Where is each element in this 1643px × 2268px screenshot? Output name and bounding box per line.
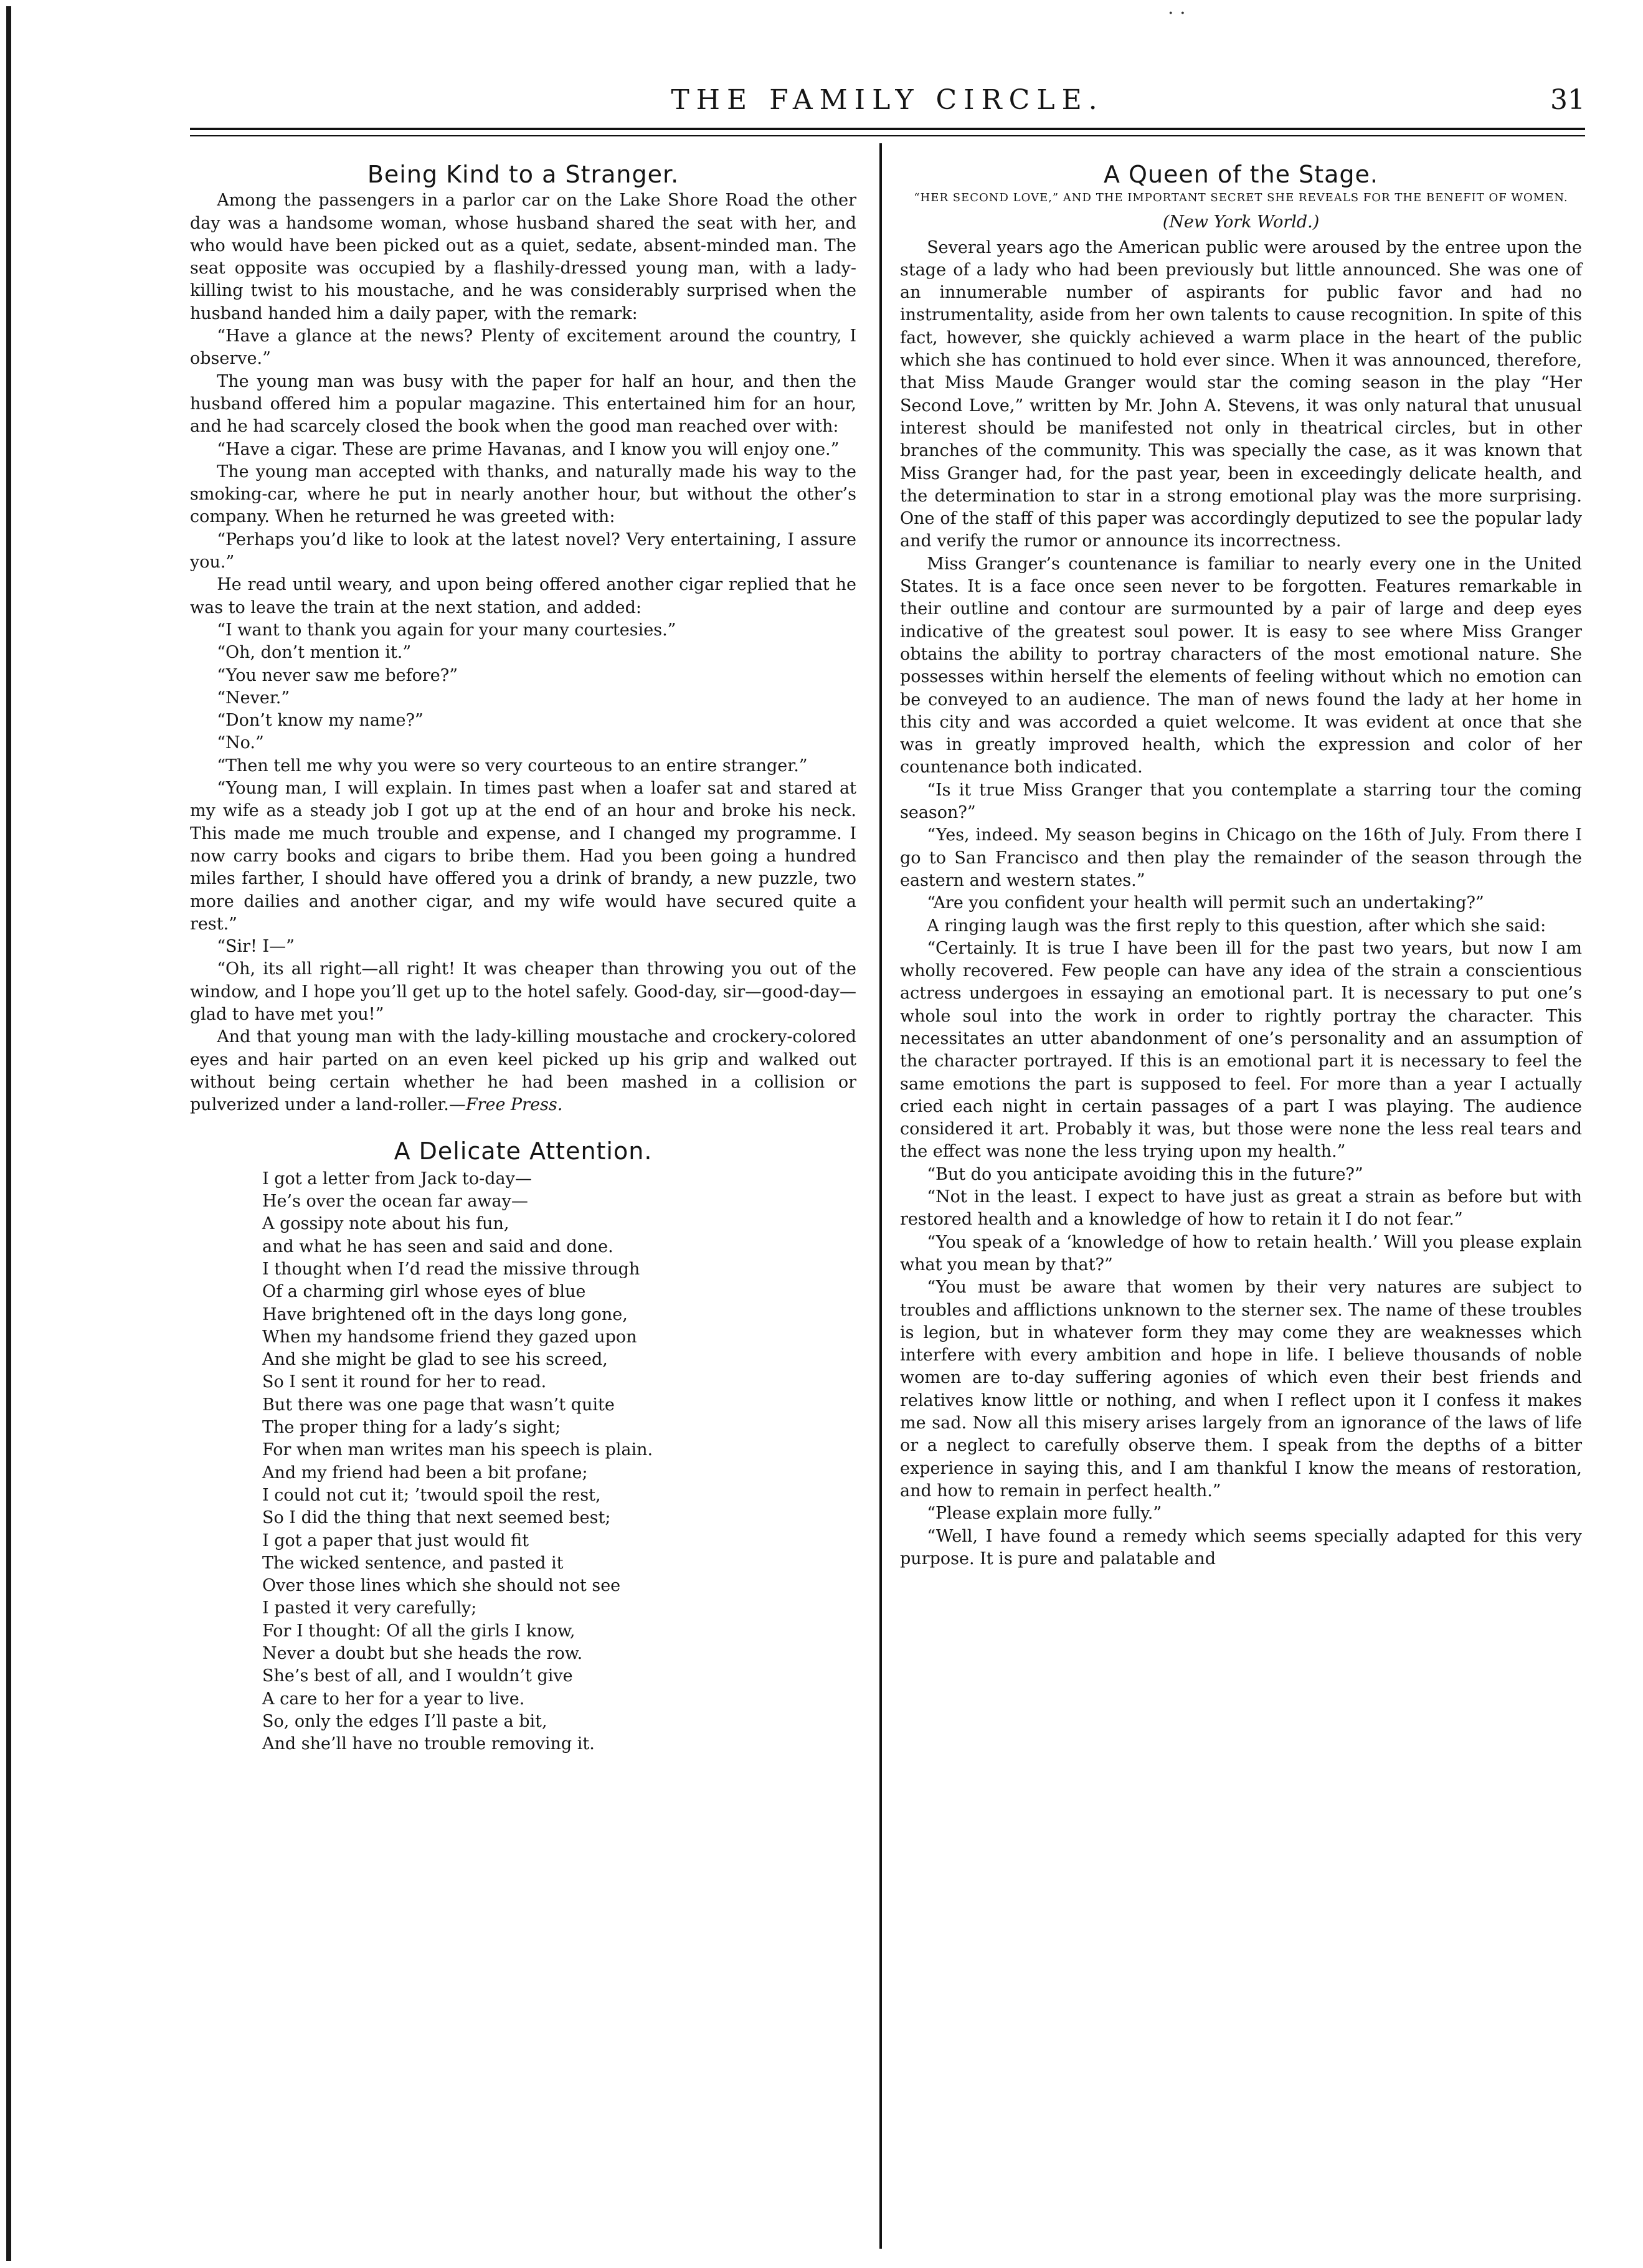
paragraph: “Oh, its all right—all right! It was cheaper than throwing you out of the window, and I hope you’ll get up to the hotel safely. Good-day, sir—good-day—glad to have met you!” bbox=[190, 959, 856, 1024]
paragraph: He read until weary, and upon being offered another cigar replied that he was to leave the train at the next station, and added: bbox=[190, 575, 856, 617]
right-column bbox=[900, 163, 1582, 1570]
poem-line: She’s best of all, and I wouldn’t give bbox=[262, 1666, 573, 1686]
poem-line: I got a paper that just would fit bbox=[262, 1530, 529, 1550]
poem-line: And she’ll have no trouble removing it. bbox=[262, 1734, 595, 1754]
article-body-being-kind bbox=[190, 189, 856, 1116]
poem-line: A care to her for a year to live. bbox=[262, 1689, 525, 1709]
poem-line: For I thought: Of all the girls I know, bbox=[262, 1621, 575, 1641]
column-divider-rule bbox=[879, 143, 882, 2249]
poem-title: A Delicate Attention. bbox=[394, 1137, 653, 1165]
poem-section bbox=[190, 1137, 856, 1755]
paragraph: “Not in the least. I expect to have just as great a strain as before but with restored health and a knowledge of how to retain it I do not fear.” bbox=[900, 1187, 1582, 1230]
print-specks: · · bbox=[1168, 2, 1186, 24]
poem-line: And my friend had been a bit profane; bbox=[262, 1463, 588, 1483]
paragraph: “Have a cigar. These are prime Havanas, and I know you will enjoy one.” bbox=[217, 439, 840, 459]
poem-body bbox=[190, 1168, 856, 1756]
paragraph: “You speak of a ‘knowledge of how to retain health.’ Will you please explain what you mean by that?” bbox=[900, 1232, 1582, 1274]
running-head bbox=[190, 84, 1585, 128]
source-credit: Free Press. bbox=[465, 1095, 563, 1115]
paragraph: Miss Granger’s countenance is familiar to nearly every one in the United States. It is a face once seen never to be forgotten. Features remarkable in their outline and contour are surmounted by a pair of large and deep eyes indicative of the greatest soul power. It is easy to see where Miss Granger obtains the ability to portray characters of the most emotional nature. She possesses within herself the elements of feeling without which no emotion can be conveyed to an audience. The man of news found the lady at her home in this city and was accorded a quiet welcome. It was evident at once that she was in greatly improved health, which the expression and color of her countenance both indicated. bbox=[900, 554, 1582, 777]
poem-line: I thought when I’d read the missive through bbox=[262, 1259, 640, 1279]
article-title-being-kind: Being Kind to a Stranger. bbox=[367, 161, 679, 188]
paragraph: “Perhaps you’d like to look at the latest novel? Very entertaining, I assure you.” bbox=[190, 529, 856, 572]
paragraph: The young man was busy with the paper for half an hour, and then the husband offered him a popular magazine. This entertained him for an hour, and he had scarcely closed the book when the good man reached over with: bbox=[190, 371, 856, 437]
left-column bbox=[190, 163, 856, 1755]
paragraph: “Never.” bbox=[217, 688, 290, 708]
poem-line: A gossipy note about his fun, bbox=[262, 1214, 509, 1234]
paragraph: “Is it true Miss Granger that you contemplate a starring tour the coming season?” bbox=[900, 780, 1582, 823]
paragraph: “Please explain more fully.” bbox=[927, 1504, 1162, 1524]
paragraph: “But do you anticipate avoiding this in the future?” bbox=[927, 1164, 1363, 1184]
poem-line: He’s over the ocean far away— bbox=[262, 1192, 528, 1212]
paragraph: “I want to thank you again for your many courtesies.” bbox=[217, 620, 676, 640]
poem-line: Never a doubt but she heads the row. bbox=[262, 1644, 583, 1663]
paragraph: “Then tell me why you were so very courteous to an entire stranger.” bbox=[217, 756, 808, 776]
poem-line: and what he has seen and said and done. bbox=[262, 1236, 613, 1256]
poem-line: I could not cut it; ’twould spoil the rest, bbox=[262, 1485, 601, 1505]
paragraph: “Well, I have found a remedy which seems specially adapted for this very purpose. It is pure and palatable and bbox=[900, 1526, 1582, 1568]
page-number: 31 bbox=[1550, 84, 1585, 116]
header-double-rule bbox=[190, 128, 1585, 136]
binding-edge-rule bbox=[6, 6, 11, 2261]
paragraph: “Young man, I will explain. In times past when a loafer sat and stared at my wife as a steady job I got up at the end of an hour and broke his neck. This made me much trouble and expense, and I changed my programme. I now carry books and cigars to bribe them. Had you been going a hundred miles farther, I should have offered you a drink of brandy, a new puzzle, two more dailies and another cigar, and my wife would have secured quite a rest.” bbox=[190, 779, 856, 934]
paragraph: “You never saw me before?” bbox=[217, 665, 458, 685]
poem-line: Over those lines which she should not see bbox=[262, 1576, 621, 1596]
poem-line: I pasted it very carefully; bbox=[262, 1598, 477, 1618]
article-subtitle: “HER SECOND LOVE,” AND THE IMPORTANT SECRET SHE REVEALS FOR THE BENEFIT OF WOMEN. bbox=[914, 191, 1568, 205]
journal-title: THE FAMILY CIRCLE. bbox=[671, 84, 1104, 116]
paragraph: A ringing laugh was the first reply to this question, after which she said: bbox=[927, 916, 1546, 936]
poem-line: The wicked sentence, and pasted it bbox=[262, 1553, 564, 1573]
article-source: (New York World.) bbox=[1162, 212, 1320, 232]
paragraph: “Oh, don’t mention it.” bbox=[217, 643, 412, 663]
poem-line: And she might be glad to see his screed, bbox=[262, 1350, 608, 1370]
paragraph: “Are you confident your health will permit such an undertaking?” bbox=[927, 893, 1484, 913]
paragraph: “Certainly. It is true I have been ill for the past two years, but now I am wholly recovered. Few people can have any idea of the strain a conscientious actress undergoes in essaying an emotional part. It is necessary to put one’s whole soul into the work in order to rightly portray the character. This necessitates an utter abandonment of one’s personality and an assumption of the character portrayed. If this is an emotional part it is necessary to feel the same emotions the part is supposed to feel. For more than a year I actually cried each night in certain passages of a part I was playing. The audience considered it art. Probably it was, but those were none the less real tears and the effect was none the less trying upon my health.” bbox=[900, 938, 1582, 1162]
poem-line: The proper thing for a lady’s sight; bbox=[262, 1418, 561, 1438]
poem-line: I got a letter from Jack to-day— bbox=[262, 1169, 532, 1189]
poem-line: But there was one page that wasn’t quite bbox=[262, 1395, 615, 1415]
paragraph: Several years ago the American public were aroused by the entree upon the stage of a lady who had been previously but little announced. She was one of an innumerable number of aspirants for public favor and had no instrumentality, aside from her own talents to cause recognition. In spite of this fact, however, she quickly achieved a warm place in the heart of the public which she has continued to hold ever since. When it was announced, therefore, that Miss Maude Granger would star the coming season in the play “Her Second Love,” written by Mr. John A. Stevens, it was only natural that unusual interest should be manifested not only in theatrical circles, but in other branches of the community. This was specially the case, as it was known that Miss Granger had, for the past year, been in exceedingly delicate health, and the determination to star in a strong emotional play was the more surprising. One of the staff of this paper was accordingly deputized to see the popular lady and verify the rumor or announce its incorrectness. bbox=[900, 237, 1582, 551]
poem-line: For when man writes man his speech is plain. bbox=[262, 1440, 653, 1460]
poem-line: So, only the edges I’ll paste a bit, bbox=[262, 1711, 547, 1731]
paragraph: “Sir! I—” bbox=[217, 937, 295, 957]
paragraph: “You must be aware that women by their very natures are subject to troubles and afflictions unknown to the sterner sex. The name of these troubles is legion, but in whatever form they may come they are weaknesses which interfere with every ambition and hope in life. I believe thousands of noble women are to-day suffering agonies of which even their best friends and relatives know little or nothing, and when I reflect upon it I confess it makes me sad. Now all this misery arises largely from an ignorance of the laws of life or a neglect to carefully observe them. I speak from the depths of a bitter experience in saying this, and I am thankful I know the means of restoration, and how to remain in perfect health.” bbox=[900, 1278, 1582, 1501]
paragraph-text: And that young man with the lady-killing moustache and crockery-colored eyes and hair parted on an even keel picked up his grip and walked out without being certain whether he had been mashed in a collision or pulverized under a land-roller.— bbox=[190, 1027, 856, 1115]
paragraph: “Don’t know my name?” bbox=[217, 711, 424, 731]
poem-line: Have brightened oft in the days long gone, bbox=[262, 1304, 628, 1324]
poem-line: Of a charming girl whose eyes of blue bbox=[262, 1282, 586, 1302]
poem-line: When my handsome friend they gazed upon bbox=[262, 1327, 637, 1347]
article-title-queen-of-stage: A Queen of the Stage. bbox=[1103, 161, 1379, 188]
poem-line: So I did the thing that next seemed best; bbox=[262, 1508, 611, 1528]
paragraph: The young man accepted with thanks, and naturally made his way to the smoking-car, where he put in nearly another hour, but without the other’s company. When he returned he was greeted with: bbox=[190, 462, 856, 527]
paragraph: “No.” bbox=[217, 733, 264, 753]
poem-line: So I sent it round for her to read. bbox=[262, 1372, 547, 1392]
closing-paragraph bbox=[190, 1026, 856, 1116]
paragraph: “Have a glance at the news? Plenty of excitement around the country, I observe.” bbox=[190, 326, 856, 369]
paragraph: “Yes, indeed. My season begins in Chicago on the 16th of July. From there I go to San Francisco and then play the remainder of the season through the eastern and western states.” bbox=[900, 825, 1582, 890]
article-body-queen-of-stage bbox=[900, 237, 1582, 1571]
paragraph: Among the passengers in a parlor car on the Lake Shore Road the other day was a handsome woman, whose husband shared the seat with her, and who would have been picked out as a quiet, sedate, absent-minded man. The seat opposite was occupied by a flashily-dressed young man, with a lady-killing twist to his moustache, and he was considerably surprised when the husband handed him a daily paper, with the remark: bbox=[190, 191, 856, 323]
